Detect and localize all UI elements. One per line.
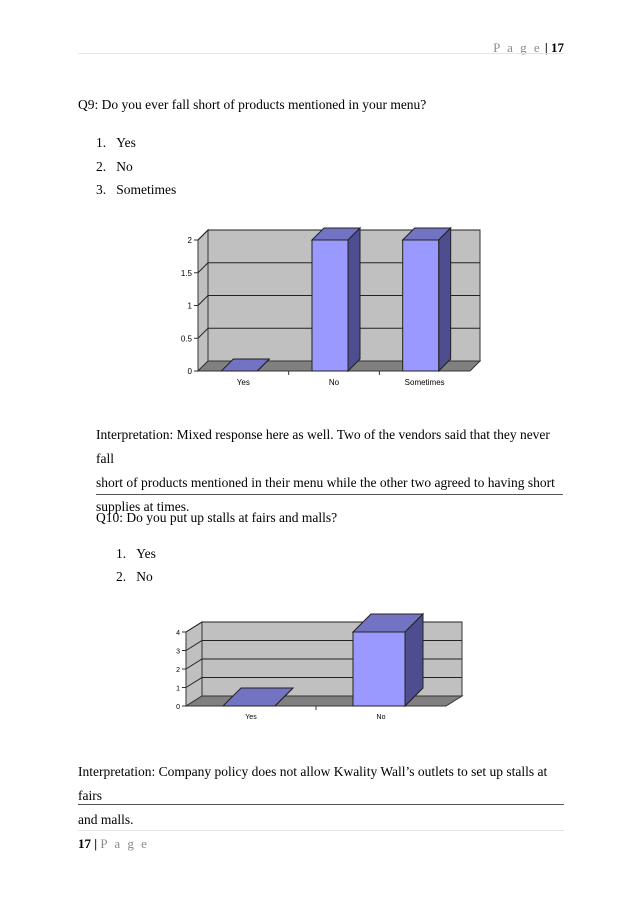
q10-chart-y-tick-label: 0	[176, 704, 180, 711]
q10-chart-y-tick-label: 3	[176, 648, 180, 656]
q9-chart-y-tick-label: 2	[187, 236, 192, 245]
q9-option-2: 2. No	[96, 159, 133, 174]
footer-divider	[78, 830, 564, 831]
q9-bar-chart	[140, 222, 500, 394]
q10-chart-y-tick-label: 4	[176, 630, 180, 637]
q9-interpretation	[96, 423, 566, 519]
q9-chart-x-label-sometimes: Sometimes	[404, 378, 445, 387]
q9-chart-y-tick-label: 1	[187, 301, 192, 311]
header-divider	[78, 53, 564, 54]
footer-separator: |	[91, 836, 101, 851]
footer-page-word: P a g e	[100, 836, 149, 851]
q10-chart-y-tick-label: 1	[176, 685, 180, 693]
q9-chart-y-tick-label: 0.5	[180, 334, 192, 344]
q9-chart-bar-side-no	[348, 228, 360, 371]
q9-option-1: 1. Yes	[96, 135, 136, 150]
q10-chart-x-label-yes: Yes	[245, 714, 257, 721]
q10-divider	[78, 804, 564, 805]
q9-option-3: 3. Sometimes	[96, 182, 177, 197]
header-page-number: 17	[551, 40, 564, 55]
q9-interpretation-line-3: supplies at times.	[96, 499, 190, 514]
q9-interpretation-line-2: short of products mentioned in their menu while the other two agreed to having short	[96, 475, 555, 490]
q9-chart-y-tick-label: 0	[187, 367, 192, 376]
q9-chart-bar-sometimes	[403, 240, 439, 371]
q9-chart-x-label-no: No	[328, 378, 340, 387]
q10-chart-y-tick-label: 2	[176, 667, 180, 674]
q10-option-1: 1. Yes	[116, 546, 156, 561]
q9-chart-x-label-yes: Yes	[236, 378, 250, 387]
q10-chart-bar-no	[353, 632, 405, 706]
footer-page-number: 17	[78, 836, 91, 851]
q9-chart-bar-no	[312, 240, 348, 371]
q10-bar-chart	[140, 612, 480, 726]
q9-chart-y-tick-label: 1.5	[180, 268, 192, 278]
q9-divider	[96, 494, 563, 495]
q9-chart-bar-side-sometimes	[439, 228, 451, 371]
q10-chart-x-label-no: No	[376, 714, 386, 721]
header-separator: |	[541, 40, 551, 55]
q10-option-2: 2. No	[116, 569, 153, 584]
q9-interpretation-line-1: Interpretation: Mixed response here as well. Two of the vendors said that they never fall	[96, 427, 550, 466]
q10-interpretation-line-1: Interpretation: Company policy does not allow Kwality Wall’s outlets to set up stalls at fairs	[78, 764, 548, 803]
q9-question: Q9: Do you ever fall short of products mentioned in your menu?	[78, 97, 427, 112]
page-footer	[78, 836, 149, 852]
q10-interpretation-line-2: and malls.	[78, 812, 134, 827]
q10-question: Q10: Do you put up stalls at fairs and malls?	[96, 510, 338, 525]
header-page-word: P a g e	[493, 40, 542, 55]
q10-interpretation	[78, 760, 564, 832]
